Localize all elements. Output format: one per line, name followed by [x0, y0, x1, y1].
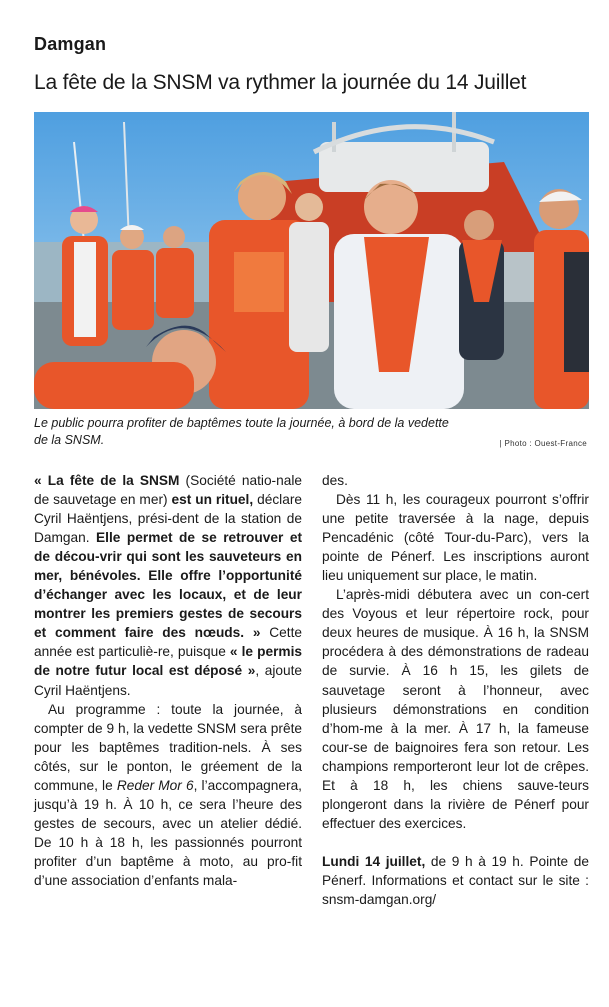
paragraph-programme-end: des.	[322, 473, 348, 488]
column-2	[322, 471, 589, 909]
article-photo	[34, 112, 589, 409]
info-details: de 9 h à 19 h. Pointe de Pénerf. Informations et contact sur le site : snsm-damgan.org/	[322, 853, 589, 907]
intro-run: est un rituel,	[171, 492, 254, 508]
photo-illustration	[34, 112, 589, 409]
photo-credit: | Photo : Ouest-France	[499, 439, 587, 448]
paragraph-programme	[34, 700, 302, 890]
photo-caption: Le public pourra profiter de baptêmes toute la journée, à bord de la vedette de la SNSM.	[34, 416, 449, 447]
boat-name: Reder Mor 6	[116, 777, 194, 793]
paragraph-afternoon: L’après-midi débutera avec un con-cert des Voyous et leur répertoire rock, pour deux heures de musique. À 16 h, la SNSM procédera à des démonstrations de radeau de survie. À 16 h 15, les gilets de sauvetage seront à l’honneur, avec plusieurs démonstrations en condition d’hom-me à la mer. À 17 h, la fameuse cour-se de baignoires fera son retour. Les champions remporteront leur lot de crêpes. Et à 18 h, les chiens sauve-teurs plongeront dans la rivière de Pénerf pour effectuer des exercices.	[322, 587, 589, 831]
intro-run: (Société natio-nale de sauvetage en mer)	[34, 473, 302, 508]
intro-run: « le permis de notre futur local est déposé »	[34, 644, 302, 679]
paragraph-swim: Dès 11 h, les courageux pourront s’offrir une petite traversée à la nage, depuis Pencadénic (côté Tour-du-Parc), vers la pointe de Pénerf. Les inscriptions auront lieu uniquement sur place, le matin.	[322, 492, 589, 584]
info-date: Lundi 14 juillet,	[322, 853, 426, 869]
intro-run: Cette année est particuliè-re, puisque	[34, 625, 302, 660]
article-kicker: Damgan	[34, 34, 107, 54]
intro-run: Elle permet de se retrouver et de décou-vrir qui sont les sauveteurs en mer, bénévoles. Elle offre l’opportunité d’échanger avec les locaux, et de leur montrer les premiers gestes de secours et comment faire des nœuds. »	[34, 530, 303, 641]
paragraph-info	[322, 852, 589, 909]
programme-text-a: Au programme : toute la journée, à compter de 9 h, la vedette SNSM sera prête pour les baptêmes tradition-nels. À ses côtés, sur le ponton, le gréement de la commune, le	[34, 701, 302, 793]
intro-run: « La fête de la SNSM	[34, 473, 180, 488]
column-1	[34, 471, 302, 890]
intro-run: , ajoute Cyril Haëntjens.	[34, 663, 302, 698]
intro-run: déclare Cyril Haëntjens, prési-dent de la station de Damgan.	[34, 492, 302, 546]
paragraph-intro	[34, 471, 302, 700]
programme-text-b: , l’accompagnera, jusqu’à 19 h. À 10 h, ce sera l’heure des gestes de secours, avec un atelier dédié. De 10 h à 18 h, les passionnés pourront profiter d’un baptême à moto, au pro-fit d’une association d’enfants mala-	[34, 777, 302, 888]
article-headline: La fête de la SNSM va rythmer la journée du 14 Juillet	[34, 71, 527, 94]
